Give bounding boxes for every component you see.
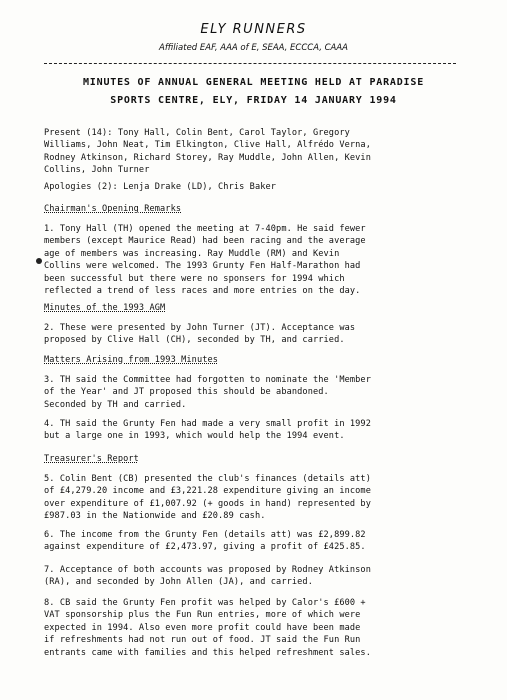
heading-matters-arising: Matters Arising from 1993 Minutes: [44, 355, 219, 365]
heading-chairmans-remarks: Chairman's Opening Remarks: [44, 204, 182, 214]
title-line-1: MINUTES OF ANNUAL GENERAL MEETING HELD AT PARADISE: [82, 77, 425, 88]
header-divider: [44, 63, 456, 64]
paragraph-1: 1. Tony Hall (TH) opened the meeting at 7-40pm. He said fewer members (except Maurice Read) had been racing and the average age of members was increasing. Ray Muddle (RM) and Kevin Collins were welcomed. The 1993 Grunty Fen Half-Marathon had been successful but there were no sponsers for 1994 which reflected a trend of less races and more entries on the day.: [44, 224, 366, 297]
paragraph-6: 6. The income from the Grunty Fen (details att) was £2,899.82 against expenditure of £2,473.97, giving a profit of £425.85.: [44, 530, 366, 553]
apologies-line: Apologies (2): Lenja Drake (LD), Chris Baker: [44, 182, 277, 192]
club-name: ELY RUNNERS: [200, 22, 307, 37]
affiliation-line: Affiliated EAF, AAA of E, SEAA, ECCCA, CAAA: [159, 43, 348, 53]
paragraph-7: 7. Acceptance of both accounts was proposed by Rodney Atkinson (RA), and seconded by John Allen (JA), and carried.: [44, 565, 371, 588]
paragraph-8: 8. CB said the Grunty Fen profit was helped by Calor's £600 + VAT sponsorship plus the Fun Run entries, more of which were expected in 1994. Also even more profit could have been made if refreshments had not run out of food. JT said the Fun Run entrants came with families and this helped refreshment sales.: [44, 598, 371, 658]
paragraph-4: 4. TH said the Grunty Fen had made a very small profit in 1992 but a large one in 1993, which would help the 1994 event.: [44, 419, 371, 442]
paragraph-5: 5. Colin Bent (CB) presented the club's finances (details att) of £4,279.20 income and £3,221.28 expenditure giving an income over expenditure of £1,007.92 (+ goods in hand) represented by £987.03 in the Nationwide and £20.89 cash.: [44, 474, 371, 522]
heading-treasurers-report: Treasurer's Report: [44, 454, 139, 464]
paragraph-3: 3. TH said the Committee had forgotten to nominate the 'Member of the Year' and JT proposed this should be abandoned. Seconded by TH and carried.: [44, 375, 371, 410]
document-title: [0, 74, 507, 110]
title-line-2: SPORTS CENTRE, ELY, FRIDAY 14 JANUARY 1994: [110, 95, 397, 106]
ink-blot: [36, 258, 42, 264]
present-list: Present (14): Tony Hall, Colin Bent, Carol Taylor, Gregory Williams, John Neat, Tim Elkington, Clive Hall, Alfrédo Verna, Rodney Atkinson, Richard Storey, Ray Muddle, John Allen, Kevin Collins, John Turner: [44, 128, 371, 176]
heading-minutes-1993-agm: Minutes of the 1993 AGM: [44, 303, 166, 313]
paragraph-2: 2. These were presented by John Turner (JT). Acceptance was proposed by Clive Hall (CH), seconded by TH, and carried.: [44, 323, 356, 346]
